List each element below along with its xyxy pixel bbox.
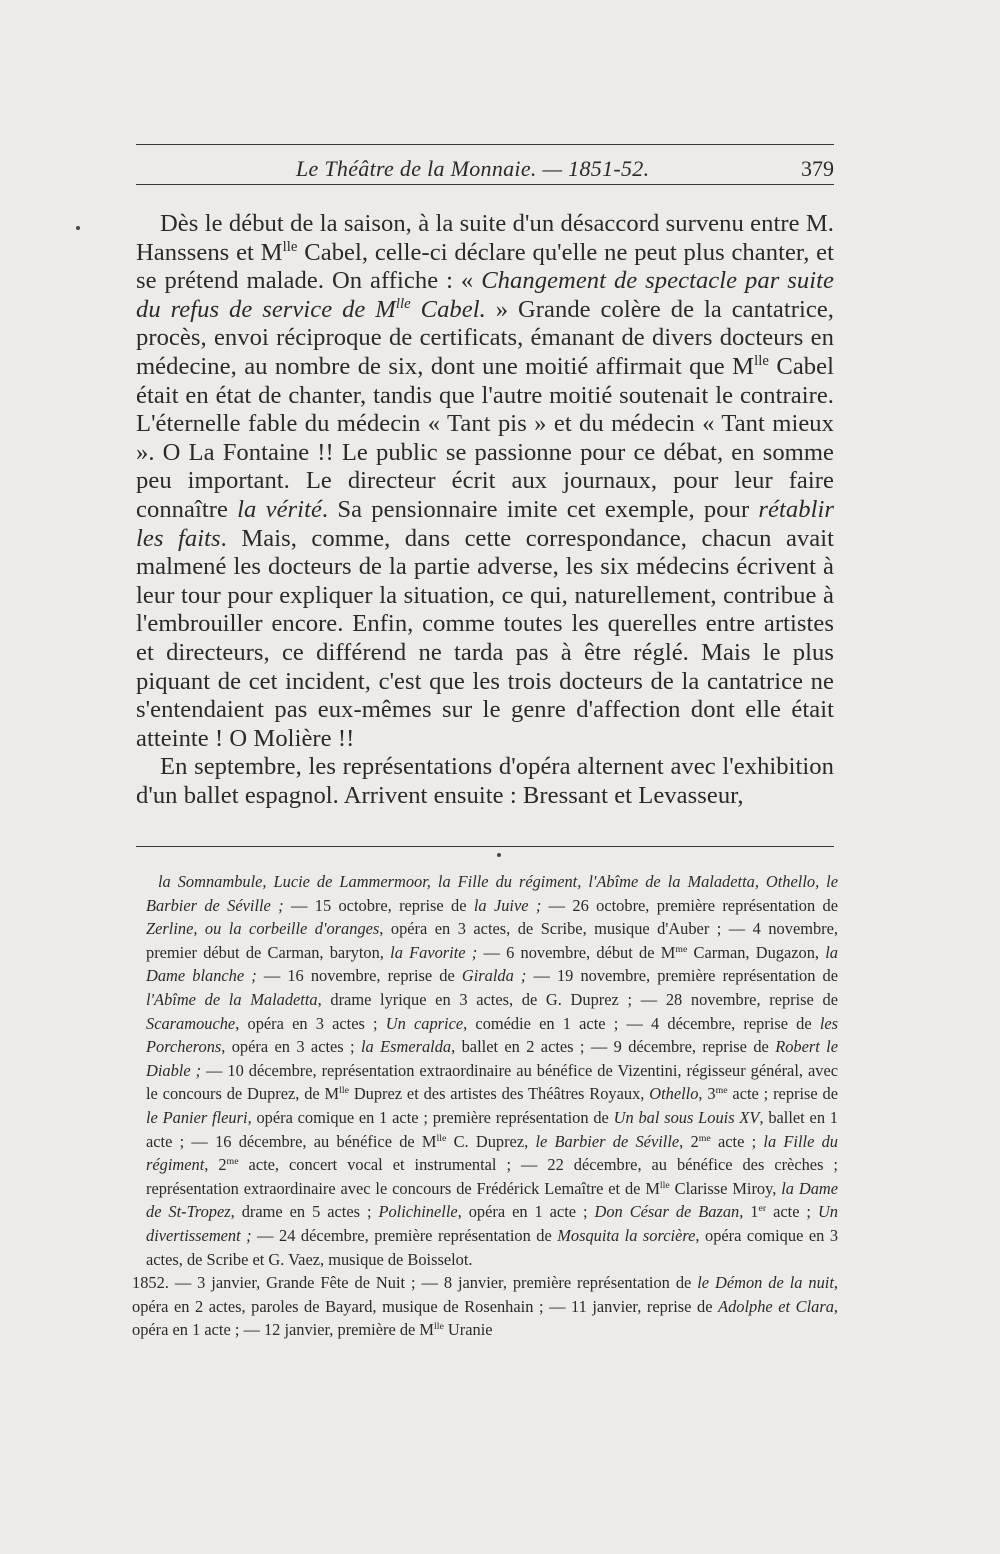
text-run: — 6 novembre, début de M bbox=[477, 942, 676, 962]
text-run: Dès le début de la saison, à la suite d'un désaccord survenu entre M. Hanssens et M bbox=[136, 210, 834, 266]
italic-text: Scaramouche bbox=[146, 1013, 236, 1033]
superscript: lle bbox=[434, 1321, 444, 1333]
superscript: lle bbox=[395, 295, 411, 312]
italic-text: la Favorite ; bbox=[390, 942, 478, 962]
superscript: lle bbox=[659, 1179, 670, 1191]
italic-text: Don César de Bazan bbox=[594, 1202, 740, 1222]
italic-text: Changement de spectacle par suite du refus de service de M bbox=[136, 267, 834, 323]
text-run: , opéra comique en 1 acte ; première représentation de bbox=[247, 1107, 614, 1127]
italic-text: Un bal sous Louis XV bbox=[613, 1107, 760, 1127]
text-run: C. Duprez, bbox=[446, 1131, 536, 1151]
text-run: — 24 décembre, première représentation de bbox=[251, 1225, 558, 1245]
text-run: — 16 novembre, reprise de bbox=[256, 966, 462, 986]
text-run: , ballet en 1 acte ; — 16 décembre, au bénéfice de M bbox=[146, 1107, 839, 1151]
text-run: , 2 bbox=[679, 1131, 699, 1151]
superscript: lle bbox=[754, 353, 769, 370]
italic-text: le Barbier de Séville bbox=[535, 1131, 680, 1151]
text-run: acte ; bbox=[766, 1202, 818, 1222]
text-run: , opéra en 3 actes, de Scribe, musique d'Auber ; — 4 novembre, premier début de Carman, baryton, bbox=[146, 919, 838, 962]
page-number: 379 bbox=[801, 156, 834, 181]
text-run: En septembre, les représentations d'opéra alternent avec l'exhibition d'un ballet espagnol. Arrivent ensuite : Bressant et Levasseur, bbox=[136, 753, 834, 809]
superscript: lle bbox=[436, 1132, 447, 1144]
text-run: , opéra en 2 actes, paroles de Bayard, musique de Rosenhain ; — 11 janvier, reprise de bbox=[132, 1273, 838, 1316]
text-run: , 1 bbox=[739, 1202, 759, 1222]
text-run: , 3 bbox=[698, 1084, 716, 1104]
header-bottom-rule bbox=[136, 184, 834, 185]
text-run: , comédie en 1 acte ; — 4 décembre, reprise de bbox=[463, 1013, 820, 1033]
paragraph bbox=[136, 210, 834, 753]
italic-text: Mosquita la sorcière bbox=[557, 1225, 696, 1245]
page-header bbox=[136, 152, 834, 184]
paragraph bbox=[136, 753, 834, 810]
italic-text: rétablir les faits bbox=[136, 495, 834, 552]
text-run: . Sa pensionnaire imite cet exemple, pour bbox=[321, 495, 759, 523]
text-run: — 26 octobre, première représentation de bbox=[541, 895, 838, 915]
text-run: 1852. — 3 janvier, Grande Fête de Nuit ; — 8 janvier, première représentation de bbox=[132, 1273, 698, 1293]
text-run: Uranie bbox=[443, 1320, 493, 1340]
text-run: Carman, Dugazon, bbox=[687, 942, 826, 962]
text-run: — 15 octobre, reprise de bbox=[283, 895, 474, 915]
text-run: » Grande colère de la cantatrice, procès, envoi réciproque de certificats, émanant de divers docteurs en médecine, au nombre de six, dont une moitié affirmait que M bbox=[136, 295, 834, 380]
text-run: , ballet en 2 actes ; — 9 décembre, reprise de bbox=[451, 1037, 776, 1057]
superscript: me bbox=[715, 1085, 728, 1097]
italic-text: l'Abîme de la Maladetta bbox=[146, 989, 318, 1009]
text-run: , drame en 5 actes ; bbox=[230, 1202, 379, 1222]
superscript: er bbox=[758, 1203, 767, 1215]
italic-text: la Fille du régiment bbox=[146, 1131, 839, 1175]
italic-text: Giralda ; bbox=[461, 966, 527, 986]
text-run: acte ; reprise de bbox=[727, 1084, 839, 1104]
page-speck bbox=[76, 226, 80, 230]
italic-text: Polichinelle bbox=[378, 1202, 458, 1222]
text-run: , opéra en 1 acte ; bbox=[457, 1202, 595, 1222]
superscript: lle bbox=[339, 1085, 349, 1097]
italic-text: le Démon de la nuit bbox=[697, 1273, 834, 1293]
italic-text: Robert le Diable ; bbox=[146, 1037, 838, 1080]
header-top-rule bbox=[136, 144, 834, 145]
text-run: Duprez et des artistes des Théâtres Royaux, bbox=[348, 1084, 650, 1104]
superscript: me bbox=[675, 943, 688, 955]
text-run: Cabel, celle-ci déclare qu'elle ne peut plus chanter, et se prétend malade. On affiche : « bbox=[136, 238, 835, 295]
footnote-separator bbox=[136, 846, 834, 847]
italic-text: le Panier fleuri bbox=[146, 1107, 248, 1127]
text-run: acte, concert vocal et instrumental ; — 22 décembre, au bénéfice des crèches ; représentation extraordinaire avec le concours de Frédérick Lemaître et de M bbox=[146, 1155, 838, 1198]
text-run: , opéra en 3 actes ; bbox=[221, 1037, 361, 1057]
superscript: me bbox=[698, 1132, 711, 1144]
footnotes bbox=[132, 870, 839, 1342]
text-run: — 19 novembre, première représentation de bbox=[526, 966, 838, 986]
main-text bbox=[136, 210, 834, 810]
italic-text: Un divertissement ; bbox=[146, 1202, 838, 1245]
italic-text: Cabel. bbox=[410, 295, 486, 323]
italic-text: la Dame blanche ; bbox=[146, 942, 838, 986]
italic-text: la Juive ; bbox=[473, 895, 542, 915]
text-run: — 10 décembre, représentation extraordinaire au bénéfice de Vizentini, régisseur général, avec le concours de Duprez, de M bbox=[146, 1060, 838, 1104]
text-run: , opéra en 1 acte ; — 12 janvier, première de M bbox=[132, 1296, 838, 1340]
text-run: , 2 bbox=[204, 1155, 227, 1175]
italic-text: la Esmeralda bbox=[360, 1037, 452, 1057]
italic-text: Othello bbox=[649, 1084, 699, 1104]
text-run: , opéra en 3 actes ; bbox=[235, 1013, 386, 1033]
superscript: lle bbox=[282, 238, 298, 255]
italic-text: Un caprice bbox=[385, 1013, 464, 1033]
italic-text: la vérité bbox=[237, 495, 322, 523]
running-title: Le Théâtre de la Monnaie. — 1851-52. bbox=[296, 156, 650, 181]
italic-text: Adolphe et Clara bbox=[718, 1296, 834, 1316]
text-run: Cabel était en état de chanter, tandis que l'autre moitié soutenait le contraire. L'éternelle fable du médecin « Tant pis » et du médecin « Tant mieux ». O La Fontaine !! Le public se passionne pour ce débat, en somme peu important. Le directeur écrit aux journaux, pour leur faire connaître bbox=[136, 352, 834, 523]
italic-text: la Dame de St-Tropez bbox=[146, 1178, 838, 1222]
text-run: , drame lyrique en 3 actes, de G. Duprez ; — 28 novembre, reprise de bbox=[317, 989, 838, 1009]
separator-dot bbox=[497, 853, 501, 857]
text-run: . Mais, comme, dans cette correspondance, chacun avait malmené les docteurs de la partie adverse, les six médecins écrivent à leur tour pour expliquer la situation, ce qui, naturellement, contribue à l'embrouiller encore. Enfin, comme toutes les querelles entre artistes et directeurs, ce différend ne tarda pas à être réglé. Mais le plus piquant de cet incident, c'est que les trois docteurs de la cantatrice ne s'entendaient pas eux-mêmes sur le genre d'affection dont elle était atteinte ! O Molière !! bbox=[136, 524, 834, 752]
italic-text: la Somnambule, Lucie de Lammermoor, la Fille du régiment, l'Abîme de la Maladetta, Othello, le Barbier de Séville ; bbox=[146, 872, 838, 915]
superscript: me bbox=[226, 1156, 239, 1168]
footnote-paragraph bbox=[146, 870, 838, 1271]
italic-text: Zerline, ou la corbeille d'oranges bbox=[146, 919, 380, 939]
text-run: acte ; bbox=[710, 1131, 764, 1151]
text-run: Clarisse Miroy, bbox=[669, 1178, 782, 1198]
italic-text: les Porcherons bbox=[146, 1013, 839, 1057]
footnote-paragraph bbox=[132, 1271, 838, 1342]
text-run: , opéra comique en 3 actes, de Scribe et G. Vaez, musique de Boisselot. bbox=[146, 1225, 839, 1269]
